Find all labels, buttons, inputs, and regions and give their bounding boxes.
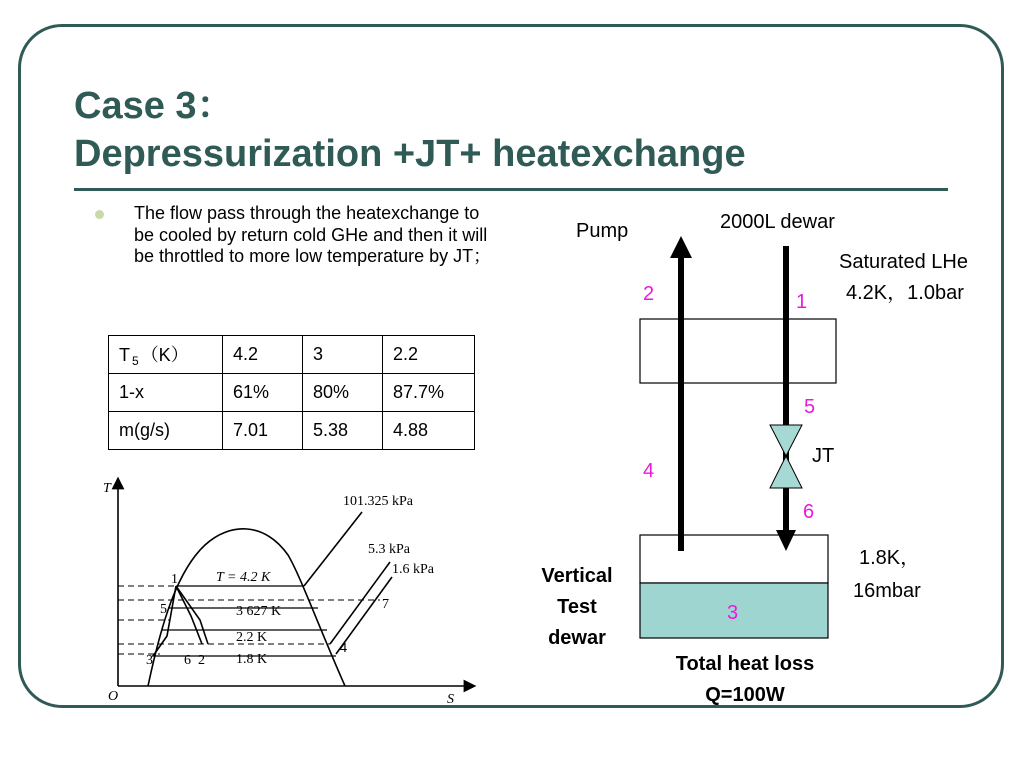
table-cell: 5.38 <box>303 412 383 450</box>
saturated-condition-label: 4.2K，1.0bar <box>846 282 964 304</box>
table-cell: 7.01 <box>223 412 303 450</box>
isotherm-label: T = 4.2 K <box>216 570 271 585</box>
table-cell: 2.2 <box>383 336 475 374</box>
heat-loss-value: Q=100W <box>705 684 785 706</box>
point-label: 5 <box>160 602 167 617</box>
s-axis-label: S <box>447 692 454 707</box>
pressure-label: 101.325 kPa <box>343 494 413 509</box>
origin-label: O <box>108 689 119 704</box>
bullet-text: The flow pass through the heatexchange to be cooled by return cold GHe and then it will be throttled to more low temperature by JT； <box>134 203 492 266</box>
table-cell: 3 <box>303 336 383 374</box>
t-label: T <box>119 344 130 365</box>
point-label: 1 <box>171 572 178 587</box>
saturated-lhe-label: Saturated LHe <box>839 251 968 273</box>
vertical-dewar-label: Test <box>557 596 597 618</box>
vertical-dewar-label: dewar <box>548 627 606 649</box>
point-label: 7 <box>382 597 389 612</box>
point-label: 4 <box>340 641 347 656</box>
isotherm-label: 3 627 K <box>236 604 282 619</box>
table-cell: 4.2 <box>223 336 303 374</box>
table-row-header: 1-x <box>109 374 223 412</box>
node-label: 2 <box>643 283 655 305</box>
title-line-2: Depressurization +JT+ heatexchange <box>74 133 746 175</box>
t-unit: （K） <box>140 344 189 365</box>
node-label: 1 <box>796 291 808 313</box>
jt-valve-icon <box>770 425 802 456</box>
isotherm-label: 2.2 K <box>236 630 268 645</box>
condition-pressure-label: 16mbar <box>853 580 921 602</box>
jt-label: JT <box>812 445 835 467</box>
test-dewar-top <box>640 535 828 583</box>
pump-label: Pump <box>576 220 629 242</box>
dewar-2000-label: 2000L dewar <box>720 211 835 233</box>
node-label: 4 <box>643 460 655 482</box>
table-cell: 80% <box>303 374 383 412</box>
table-cell: 4.88 <box>383 412 475 450</box>
t-axis-label: T <box>103 481 111 496</box>
pressure-label: 1.6 kPa <box>392 562 434 577</box>
table-cell: 61% <box>223 374 303 412</box>
node-label: 5 <box>804 396 816 418</box>
point-label: 3 <box>146 653 153 668</box>
node-label: 3 <box>727 602 739 624</box>
point-label: 6 <box>184 653 191 668</box>
condition-temp-label: 1.8K， <box>859 547 921 569</box>
jt-valve-icon <box>770 456 802 488</box>
title-line-1: Case 3： <box>74 85 235 127</box>
point-label: 2 <box>198 653 205 668</box>
pressure-label: 5.3 kPa <box>368 542 410 557</box>
t-subscript: 5 <box>132 354 139 369</box>
pump-arrow-head-icon <box>670 236 692 258</box>
vertical-dewar-label: Vertical <box>541 565 613 587</box>
table-row-header: m(g/s) <box>109 412 223 450</box>
node-label: 6 <box>803 501 815 523</box>
table-cell: 87.7% <box>383 374 475 412</box>
heat-loss-label: Total heat loss <box>675 653 815 675</box>
heat-exchanger-box <box>640 319 836 383</box>
isotherm-label: 1.8 K <box>236 652 268 667</box>
